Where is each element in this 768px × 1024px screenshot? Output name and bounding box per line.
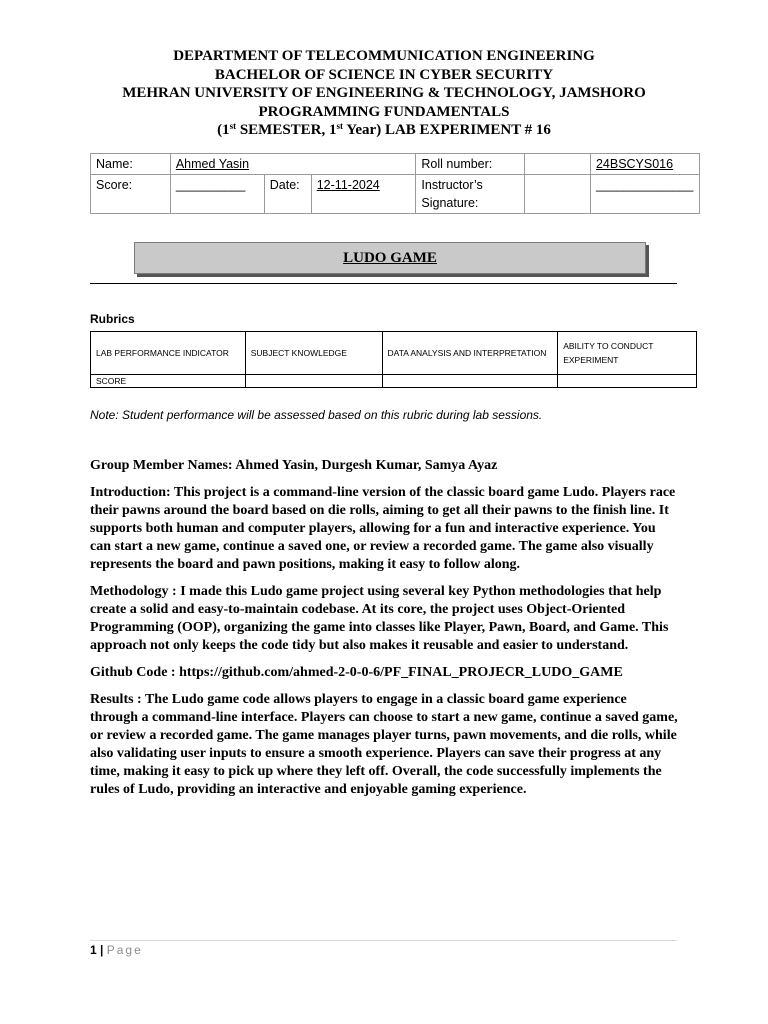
rubric-score-ability: [558, 375, 697, 388]
rubric-score-knowledge: [245, 375, 382, 388]
horizontal-rule: [90, 283, 677, 284]
lab-title-box: LUDO GAME: [134, 242, 646, 274]
instructor-signature-label: Instructor’s Signature:: [416, 175, 525, 214]
name-value: Ahmed Yasin: [170, 154, 416, 175]
university-title: MEHRAN UNIVERSITY OF ENGINEERING & TECHNOLOGY, JAMSHORO: [122, 85, 646, 101]
date-value: 12-11-2024: [311, 175, 416, 214]
date-label: Date:: [264, 175, 311, 214]
assessment-note: Note: Student performance will be assessed based on this rubric during lab sessions.: [90, 408, 543, 422]
signature-spacer: [525, 175, 591, 214]
rubric-header-analysis: DATA ANALYSIS AND INTERPRETATION: [382, 332, 558, 375]
rubric-header-ability: ABILITY TO CONDUCT EXPERIMENT: [558, 332, 697, 375]
roll-number-spacer: [525, 154, 591, 175]
page-separator: |: [100, 943, 104, 957]
github-paragraph: Github Code : https://github.com/ahmed-2-0-0-6/PF_FINAL_PROJECR_LUDO_GAME: [90, 665, 623, 680]
footer-rule: [90, 940, 677, 941]
rubric-score-label: SCORE: [91, 375, 246, 388]
group-members-paragraph: Group Member Names: Ahmed Yasin, Durgesh Kumar, Samya Ayaz: [90, 458, 498, 473]
methodology-paragraph: Methodology : I made this Ludo game project using several key Python methodologies that help create a solid and easy-to-maintain codebase. At its core, the project uses Object-Oriented Programming (OOP), organizing the game into classes like Player, Pawn, Board, and Game. This approach not only keeps the code tidy but also makes it reusable and easier to understand.: [90, 584, 669, 653]
report-body: [90, 457, 678, 808]
introduction-paragraph: Introduction: This project is a command-line version of the classic board game Ludo. Players race their pawns around the board based on die rolls, aiming to get all their pawns to the finish line. It supports both human and computer players, allowing for a fun and interactive experience. You can start a new game, continue a saved one, or review a recorded game. The game also visually represents the board and pawn positions, making it easy to follow along.: [90, 485, 676, 572]
document-header: [0, 47, 768, 140]
page-label: Page: [106, 943, 143, 957]
results-paragraph: Results : The Ludo game code allows players to engage in a classic board game experience through a command-line interface. Players can choose to start a new game, continue a saved game, or review a recorded game. The game manages player turns, pawn movements, and die rolls, while also validating user inputs to ensure a smooth experience. Players can save their progress at any time, making it easy to pick up where they left off. Overall, the code successfully implements the rules of Ludo, providing an interactive and enjoyable gaming experience.: [90, 692, 678, 797]
rubrics-label: Rubrics: [90, 312, 135, 326]
rubrics-table: [90, 331, 697, 388]
experiment-title: (1st SEMESTER, 1st Year) LAB EXPERIMENT # 16: [217, 121, 551, 138]
name-label: Name:: [91, 154, 171, 175]
rubric-score-analysis: [382, 375, 558, 388]
student-info-table: [90, 153, 700, 214]
roll-number-value: 24BSCYS016: [590, 154, 699, 175]
rubric-header-knowledge: SUBJECT KNOWLEDGE: [245, 332, 382, 375]
program-title: BACHELOR OF SCIENCE IN CYBER SECURITY: [214, 66, 554, 83]
rubric-header-indicator: LAB PERFORMANCE INDICATOR: [91, 332, 246, 375]
roll-number-label: Roll number:: [416, 154, 525, 175]
signature-value: ______________: [590, 175, 699, 214]
score-value: __________: [170, 175, 264, 214]
course-title: PROGRAMMING FUNDAMENTALS: [258, 103, 510, 120]
page-number: 1: [90, 943, 97, 957]
page-footer: [90, 943, 143, 957]
score-label: Score:: [91, 175, 171, 214]
department-title: DEPARTMENT OF TELECOMMUNICATION ENGINEERING: [173, 48, 595, 64]
